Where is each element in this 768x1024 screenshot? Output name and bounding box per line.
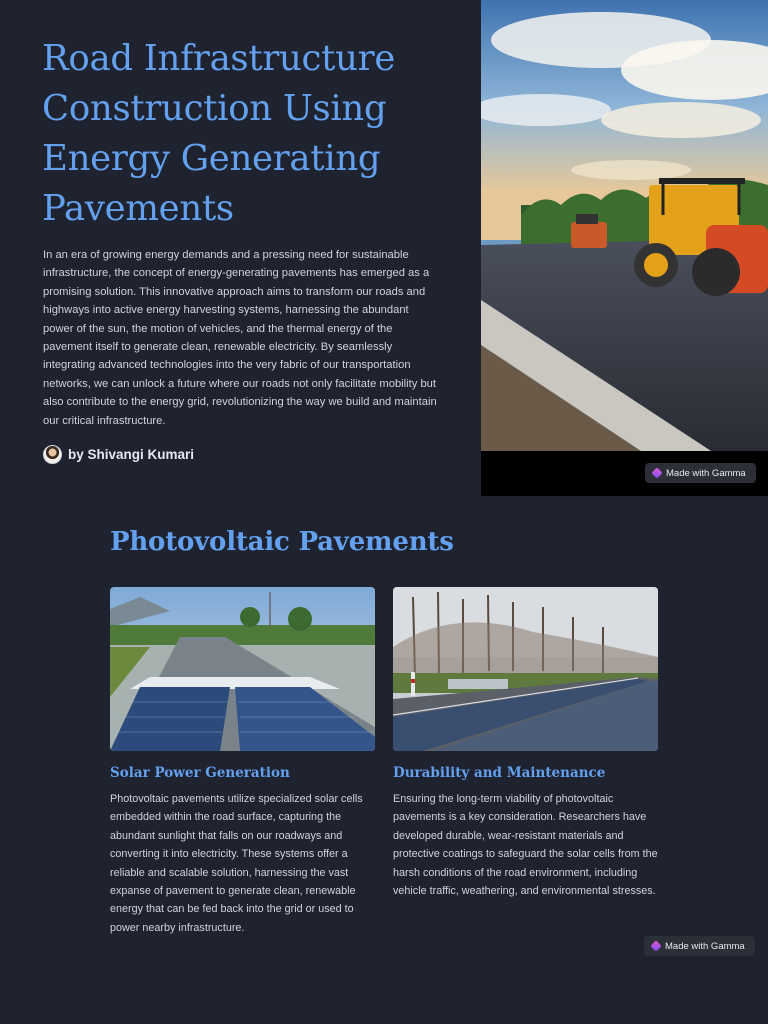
- solar-highway-illustration: [393, 587, 658, 751]
- author-name: by Shivangi Kumari: [68, 446, 195, 462]
- made-with-gamma-badge-2[interactable]: [644, 936, 755, 956]
- gamma-logo-icon: [650, 940, 661, 951]
- badge-label: Made with Gamma: [665, 940, 745, 952]
- road-paving-illustration: [481, 0, 768, 451]
- card-body-durability: Ensuring the long-term viability of photovoltaic pavements is a key consideration. Researchers have developed durable, wear-resistant materials and protective coatings to safeguard the solar cells from the harsh conditions of the road environment, including vehicle traffic, weathering, and environmental stresses.: [393, 793, 658, 898]
- badge-label: Made with Gamma: [666, 467, 746, 479]
- card-title-durability: Durability and Maintenance: [393, 765, 606, 781]
- hero-image-road-paving: [481, 0, 768, 451]
- author-byline: [43, 444, 194, 464]
- section-heading: Photovoltaic Pavements: [110, 527, 454, 557]
- card-body-solar-power: Photovoltaic pavements utilize specialized solar cells embedded within the road surface, capturing the abundant sunlight that falls on our roadways and converting it into electricity. These systems offer a reliable and scalable solution, harnessing the vast expanse of pavement to generate clean, renewable energy that can be fed back into the grid or used to power nearby infrastructure.: [110, 793, 363, 934]
- solar-road-image: [110, 587, 375, 751]
- avatar: [43, 445, 62, 464]
- gamma-logo-icon: [651, 467, 662, 478]
- page-title: Road Infrastructure Construction Using Energy Generating Pavements: [42, 38, 396, 229]
- made-with-gamma-badge[interactable]: [645, 463, 756, 483]
- card-title-solar-power: Solar Power Generation: [110, 765, 290, 781]
- intro-paragraph: In an era of growing energy demands and a pressing need for sustainable infrastructure, the concept of energy-generating pavements has emerged as a promising solution. This innovative approach aims to transform our roads and highways into active energy harvesting systems, harnessing the abundant power of the sun, the motion of vehicles, and the thermal energy of the pavement itself to generate clean, renewable electricity. By seamlessly integrating advanced technologies into the very fabric of our transportation networks, we can unlock a future where our roads not only facilitate mobility but also contribute to the energy grid, revolutionizing the way we build and maintain our critical infrastructure.: [43, 249, 437, 427]
- solar-highway-image: [393, 587, 658, 751]
- solar-road-illustration: [110, 587, 375, 751]
